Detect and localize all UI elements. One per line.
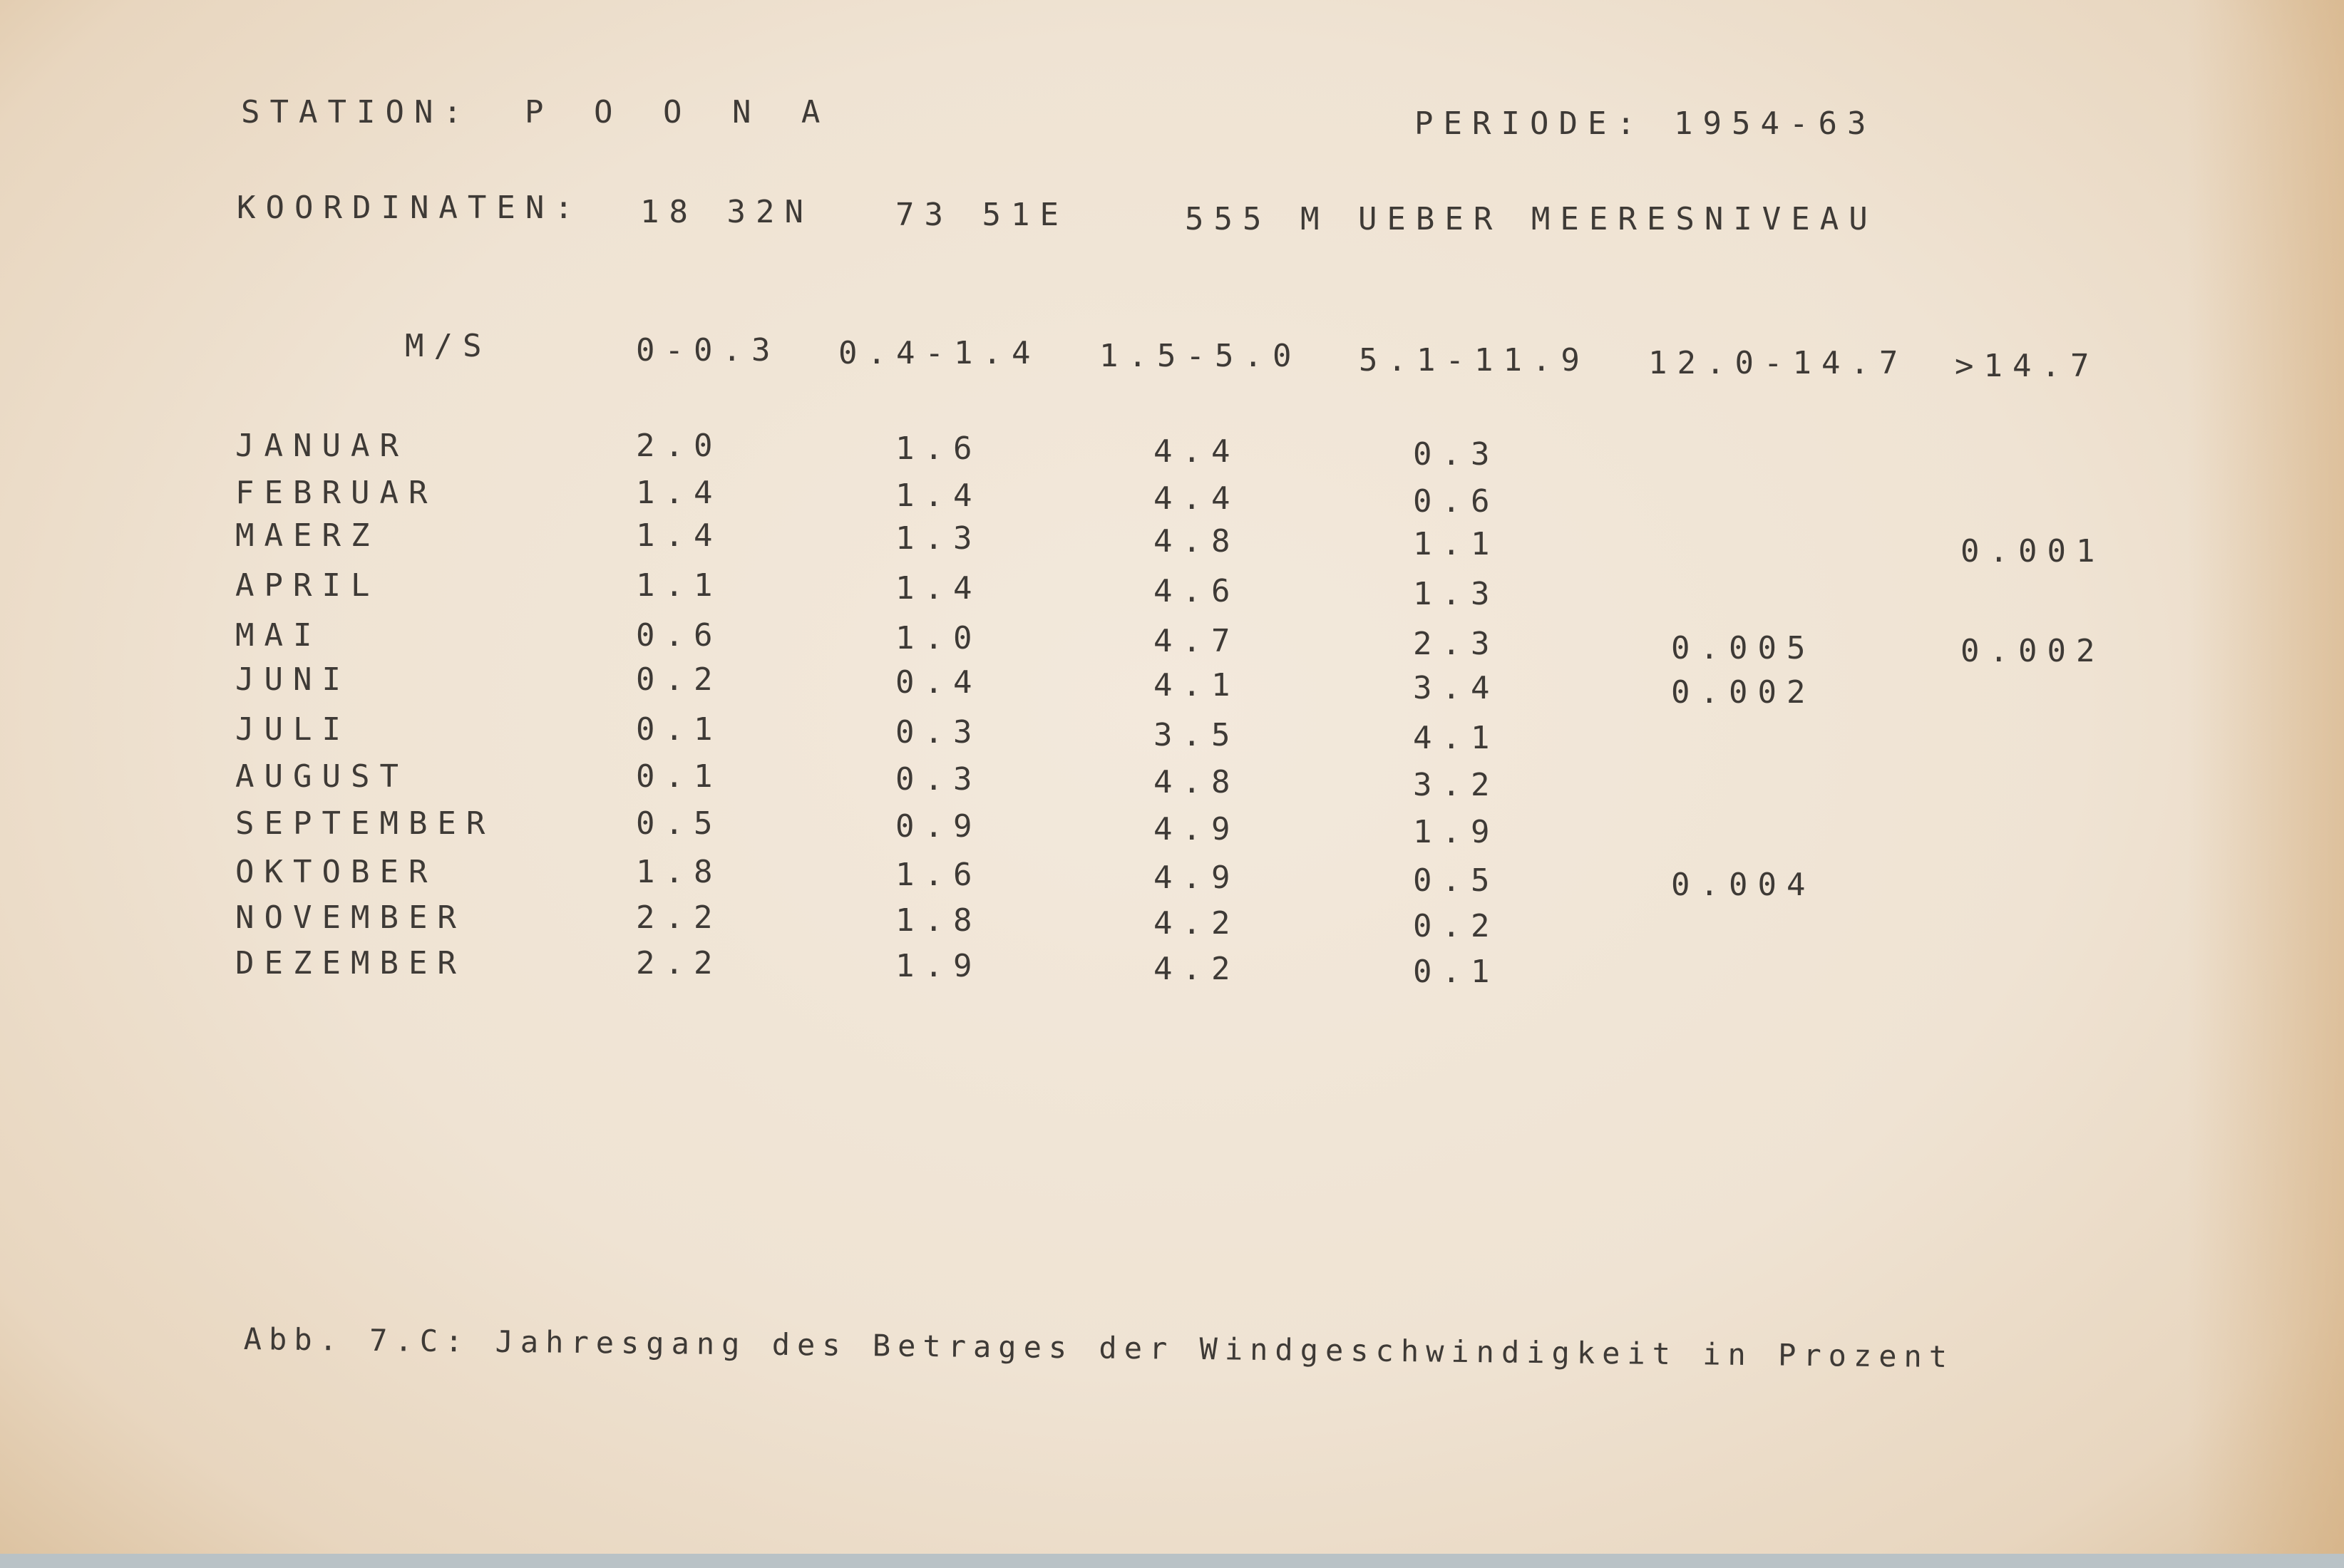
table-cell: 0.005	[1671, 630, 1816, 666]
column-header: 5.1-11.9	[1359, 342, 1590, 378]
table-cell: 0.1	[636, 711, 723, 748]
table-cell: 1.6	[895, 857, 982, 893]
month-label: APRIL	[235, 567, 380, 604]
table-cell: 0.3	[895, 714, 982, 751]
table-cell: 0.1	[1413, 954, 1500, 990]
unit-label: M/S	[405, 328, 492, 364]
table-cell: 0.3	[895, 761, 982, 798]
periode-value: 1954-63	[1674, 105, 1876, 142]
table-cell: 0.001	[1960, 533, 2105, 569]
table-cell: 0.5	[1413, 862, 1500, 899]
table-cell: 0.2	[1413, 908, 1500, 944]
periode-label: PERIODE:	[1414, 105, 1645, 142]
table-cell: 0.3	[1413, 436, 1500, 473]
month-label: NOVEMBER	[235, 899, 466, 936]
longitude: 73 51E	[895, 197, 1069, 233]
month-label: AUGUST	[235, 758, 408, 795]
month-label: MAERZ	[235, 517, 380, 554]
latitude: 18 32N	[640, 194, 813, 230]
month-label: DEZEMBER	[235, 945, 466, 981]
column-header: 1.5-5.0	[1099, 338, 1302, 374]
table-cell: 4.7	[1153, 623, 1240, 659]
koordinaten-label: KOORDINATEN:	[237, 190, 583, 226]
table-cell: 1.6	[895, 430, 982, 467]
month-label: MAI	[235, 617, 322, 654]
table-cell: 2.2	[636, 945, 723, 981]
table-cell: 1.9	[1413, 814, 1500, 850]
table-cell: 1.4	[636, 475, 723, 511]
table-cell: 0.4	[895, 664, 982, 701]
table-cell: 4.8	[1153, 523, 1240, 559]
page-edge-shadow	[2187, 0, 2344, 1568]
table-cell: 4.2	[1153, 905, 1240, 942]
table-cell: 4.1	[1413, 720, 1500, 756]
month-label: FEBRUAR	[235, 475, 438, 511]
month-label: OKTOBER	[235, 854, 438, 890]
elevation: 555 M UEBER MEERESNIVEAU	[1185, 201, 1878, 237]
column-header: 12.0-14.7	[1648, 345, 1908, 381]
table-cell: 0.004	[1671, 867, 1816, 903]
column-header: 0.4-1.4	[838, 335, 1041, 371]
month-label: SEPTEMBER	[235, 805, 495, 842]
table-cell: 4.4	[1153, 433, 1240, 470]
station-label: STATION:	[241, 94, 472, 130]
table-cell: 1.0	[895, 620, 982, 656]
table-cell: 4.9	[1153, 860, 1240, 896]
table-cell: 1.1	[636, 567, 723, 604]
table-cell: 0.6	[636, 617, 723, 654]
column-header: >14.7	[1955, 348, 2099, 384]
station-name: P O O N A	[525, 94, 836, 130]
table-cell: 3.5	[1153, 717, 1240, 753]
table-cell: 0.9	[895, 808, 982, 845]
table-cell: 1.4	[895, 570, 982, 607]
table-cell: 4.6	[1153, 573, 1240, 609]
table-cell: 0.1	[636, 758, 723, 795]
table-cell: 4.1	[1153, 667, 1240, 703]
table-cell: 1.4	[636, 517, 723, 554]
table-cell: 4.4	[1153, 480, 1240, 517]
table-cell: 0.002	[1960, 633, 2105, 669]
table-cell: 1.8	[895, 902, 982, 939]
month-label: JUNI	[235, 661, 351, 698]
table-cell: 3.2	[1413, 767, 1500, 803]
table-cell: 2.3	[1413, 626, 1500, 662]
table-cell: 1.4	[895, 478, 982, 514]
table-cell: 1.8	[636, 854, 723, 890]
table-cell: 1.9	[895, 948, 982, 984]
table-cell: 1.3	[895, 520, 982, 557]
table-cell: 4.2	[1153, 951, 1240, 987]
table-cell: 4.8	[1153, 764, 1240, 800]
table-cell: 1.3	[1413, 576, 1500, 612]
table-cell: 2.0	[636, 428, 723, 464]
table-cell: 0.2	[636, 661, 723, 698]
table-cell: 0.6	[1413, 483, 1500, 520]
month-label: JANUAR	[235, 428, 408, 464]
column-header: 0-0.3	[636, 332, 781, 368]
table-cell: 0.002	[1671, 674, 1816, 711]
table-cell: 3.4	[1413, 670, 1500, 706]
page-bottom-edge	[0, 1554, 2344, 1568]
month-label: JULI	[235, 711, 351, 748]
figure-caption: Abb. 7.C: Jahresgang des Betrages der Windgeschwindigkeit in Prozent	[243, 1321, 1955, 1375]
table-cell: 1.1	[1413, 526, 1500, 562]
table-cell: 0.5	[636, 805, 723, 842]
table-cell: 4.9	[1153, 811, 1240, 847]
table-cell: 2.2	[636, 899, 723, 936]
